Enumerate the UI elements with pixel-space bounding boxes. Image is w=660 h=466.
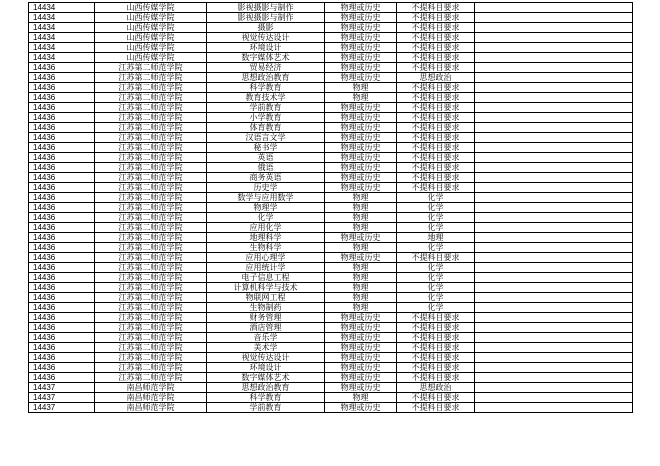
empty-cell (475, 363, 633, 373)
school-code-cell: 14436 (29, 363, 95, 373)
table-row (29, 63, 633, 73)
school-name-cell: 山西传媒学院 (95, 13, 207, 23)
school-name-cell: 江苏第二师范学院 (95, 293, 207, 303)
subject-requirement-cell: 不提科目要求 (397, 323, 475, 333)
major-name-cell: 俄语 (207, 163, 325, 173)
subject-requirement-cell: 不提科目要求 (397, 313, 475, 323)
subject-requirement-cell: 不提科目要求 (397, 43, 475, 53)
first-subject-cell: 物理或历史 (325, 323, 397, 333)
major-name-cell: 科学教育 (207, 393, 325, 403)
school-name-cell: 江苏第二师范学院 (95, 253, 207, 263)
first-subject-cell: 物理 (325, 273, 397, 283)
major-name-cell: 生物制药 (207, 303, 325, 313)
first-subject-cell: 物理 (325, 243, 397, 253)
subject-requirement-cell: 不提科目要求 (397, 163, 475, 173)
subject-requirement-cell: 化学 (397, 273, 475, 283)
first-subject-cell: 物理或历史 (325, 13, 397, 23)
empty-cell (475, 383, 633, 393)
table-row (29, 193, 633, 203)
school-code-cell: 14434 (29, 3, 95, 13)
school-name-cell: 南昌师范学院 (95, 393, 207, 403)
subject-requirement-cell: 不提科目要求 (397, 353, 475, 363)
table-row (29, 163, 633, 173)
empty-cell (475, 153, 633, 163)
first-subject-cell: 物理 (325, 263, 397, 273)
major-name-cell: 小学教育 (207, 113, 325, 123)
table-row (29, 383, 633, 393)
school-name-cell: 江苏第二师范学院 (95, 173, 207, 183)
subject-requirement-cell: 不提科目要求 (397, 183, 475, 193)
first-subject-cell: 物理或历史 (325, 123, 397, 133)
school-name-cell: 江苏第二师范学院 (95, 373, 207, 383)
first-subject-cell: 物理或历史 (325, 113, 397, 123)
school-name-cell: 山西传媒学院 (95, 23, 207, 33)
subject-requirement-cell: 不提科目要求 (397, 113, 475, 123)
major-name-cell: 应用统计学 (207, 263, 325, 273)
first-subject-cell: 物理或历史 (325, 53, 397, 63)
school-name-cell: 江苏第二师范学院 (95, 153, 207, 163)
subject-requirement-cell: 思想政治 (397, 383, 475, 393)
major-name-cell: 应用化学 (207, 223, 325, 233)
school-code-cell: 14436 (29, 203, 95, 213)
subject-requirement-cell: 化学 (397, 303, 475, 313)
subject-requirement-cell: 不提科目要求 (397, 103, 475, 113)
major-name-cell: 学前教育 (207, 103, 325, 113)
major-name-cell: 体育教育 (207, 123, 325, 133)
first-subject-cell: 物理 (325, 293, 397, 303)
empty-cell (475, 343, 633, 353)
subject-requirement-cell: 不提科目要求 (397, 143, 475, 153)
first-subject-cell: 物理或历史 (325, 133, 397, 143)
major-name-cell: 思想政治教育 (207, 73, 325, 83)
first-subject-cell: 物理 (325, 93, 397, 103)
school-name-cell: 江苏第二师范学院 (95, 183, 207, 193)
major-name-cell: 视觉传达设计 (207, 33, 325, 43)
school-code-cell: 14436 (29, 133, 95, 143)
table-row (29, 373, 633, 383)
empty-cell (475, 133, 633, 143)
major-name-cell: 科学教育 (207, 83, 325, 93)
subject-requirement-cell: 不提科目要求 (397, 363, 475, 373)
table-row (29, 33, 633, 43)
first-subject-cell: 物理或历史 (325, 153, 397, 163)
table-row (29, 53, 633, 63)
admission-requirements-table (28, 2, 633, 413)
table-row (29, 183, 633, 193)
school-name-cell: 江苏第二师范学院 (95, 303, 207, 313)
empty-cell (475, 243, 633, 253)
table-row (29, 123, 633, 133)
empty-cell (475, 213, 633, 223)
table-body (29, 3, 633, 413)
school-code-cell: 14436 (29, 243, 95, 253)
first-subject-cell: 物理或历史 (325, 403, 397, 413)
major-name-cell: 生物科学 (207, 243, 325, 253)
subject-requirement-cell: 不提科目要求 (397, 83, 475, 93)
subject-requirement-cell: 不提科目要求 (397, 63, 475, 73)
subject-requirement-cell: 化学 (397, 223, 475, 233)
subject-requirement-cell: 地理 (397, 233, 475, 243)
school-code-cell: 14434 (29, 23, 95, 33)
table-row (29, 263, 633, 273)
table-row (29, 333, 633, 343)
empty-cell (475, 283, 633, 293)
table-row (29, 83, 633, 93)
first-subject-cell: 物理或历史 (325, 233, 397, 243)
first-subject-cell: 物理或历史 (325, 63, 397, 73)
first-subject-cell: 物理 (325, 83, 397, 93)
table-row (29, 73, 633, 83)
empty-cell (475, 143, 633, 153)
school-code-cell: 14436 (29, 163, 95, 173)
major-name-cell: 影视摄影与制作 (207, 13, 325, 23)
school-name-cell: 江苏第二师范学院 (95, 353, 207, 363)
first-subject-cell: 物理 (325, 213, 397, 223)
school-code-cell: 14436 (29, 313, 95, 323)
school-code-cell: 14436 (29, 183, 95, 193)
major-name-cell: 地理科学 (207, 233, 325, 243)
empty-cell (475, 323, 633, 333)
school-name-cell: 江苏第二师范学院 (95, 213, 207, 223)
first-subject-cell: 物理或历史 (325, 33, 397, 43)
empty-cell (475, 353, 633, 363)
subject-requirement-cell: 化学 (397, 263, 475, 273)
table-row (29, 293, 633, 303)
subject-requirement-cell: 不提科目要求 (397, 403, 475, 413)
school-code-cell: 14437 (29, 403, 95, 413)
major-name-cell: 教育技术学 (207, 93, 325, 103)
table-row (29, 43, 633, 53)
subject-requirement-cell: 思想政治 (397, 73, 475, 83)
major-name-cell: 贸易经济 (207, 63, 325, 73)
subject-requirement-cell: 不提科目要求 (397, 373, 475, 383)
school-name-cell: 江苏第二师范学院 (95, 83, 207, 93)
major-name-cell: 应用心理学 (207, 253, 325, 263)
empty-cell (475, 223, 633, 233)
subject-requirement-cell: 不提科目要求 (397, 53, 475, 63)
school-code-cell: 14436 (29, 303, 95, 313)
school-code-cell: 14436 (29, 103, 95, 113)
table-row (29, 363, 633, 373)
table-row (29, 393, 633, 403)
empty-cell (475, 263, 633, 273)
subject-requirement-cell: 不提科目要求 (397, 173, 475, 183)
table-row (29, 23, 633, 33)
school-code-cell: 14436 (29, 283, 95, 293)
table-row (29, 243, 633, 253)
school-name-cell: 山西传媒学院 (95, 43, 207, 53)
first-subject-cell: 物理或历史 (325, 23, 397, 33)
school-name-cell: 山西传媒学院 (95, 33, 207, 43)
empty-cell (475, 203, 633, 213)
empty-cell (475, 273, 633, 283)
school-code-cell: 14436 (29, 343, 95, 353)
major-name-cell: 摄影 (207, 23, 325, 33)
empty-cell (475, 33, 633, 43)
school-name-cell: 江苏第二师范学院 (95, 123, 207, 133)
table-row (29, 203, 633, 213)
table-row (29, 3, 633, 13)
first-subject-cell: 物理或历史 (325, 183, 397, 193)
empty-cell (475, 233, 633, 243)
subject-requirement-cell: 化学 (397, 283, 475, 293)
subject-requirement-cell: 不提科目要求 (397, 23, 475, 33)
table-row (29, 303, 633, 313)
subject-requirement-cell: 不提科目要求 (397, 153, 475, 163)
empty-cell (475, 393, 633, 403)
school-code-cell: 14436 (29, 93, 95, 103)
table-row (29, 273, 633, 283)
empty-cell (475, 253, 633, 263)
table-row (29, 353, 633, 363)
subject-requirement-cell: 化学 (397, 243, 475, 253)
school-code-cell: 14436 (29, 333, 95, 343)
school-code-cell: 14436 (29, 143, 95, 153)
first-subject-cell: 物理或历史 (325, 353, 397, 363)
table-row (29, 93, 633, 103)
subject-requirement-cell: 化学 (397, 203, 475, 213)
first-subject-cell: 物理或历史 (325, 373, 397, 383)
school-code-cell: 14434 (29, 53, 95, 63)
major-name-cell: 物联网工程 (207, 293, 325, 303)
first-subject-cell: 物理或历史 (325, 333, 397, 343)
subject-requirement-cell: 不提科目要求 (397, 343, 475, 353)
subject-requirement-cell: 不提科目要求 (397, 3, 475, 13)
school-code-cell: 14436 (29, 263, 95, 273)
school-code-cell: 14436 (29, 153, 95, 163)
major-name-cell: 学前教育 (207, 403, 325, 413)
empty-cell (475, 23, 633, 33)
major-name-cell: 音乐学 (207, 333, 325, 343)
first-subject-cell: 物理 (325, 193, 397, 203)
school-name-cell: 江苏第二师范学院 (95, 243, 207, 253)
empty-cell (475, 373, 633, 383)
school-name-cell: 江苏第二师范学院 (95, 103, 207, 113)
empty-cell (475, 163, 633, 173)
empty-cell (475, 113, 633, 123)
school-code-cell: 14436 (29, 83, 95, 93)
subject-requirement-cell: 不提科目要求 (397, 393, 475, 403)
school-code-cell: 14436 (29, 123, 95, 133)
school-code-cell: 14436 (29, 213, 95, 223)
school-code-cell: 14436 (29, 273, 95, 283)
table-row (29, 113, 633, 123)
table-row (29, 173, 633, 183)
table-row (29, 343, 633, 353)
empty-cell (475, 293, 633, 303)
table-row (29, 283, 633, 293)
table-row (29, 223, 633, 233)
empty-cell (475, 83, 633, 93)
school-name-cell: 山西传媒学院 (95, 53, 207, 63)
school-name-cell: 江苏第二师范学院 (95, 363, 207, 373)
table-row (29, 403, 633, 413)
empty-cell (475, 173, 633, 183)
table-row (29, 233, 633, 243)
school-code-cell: 14436 (29, 253, 95, 263)
subject-requirement-cell: 不提科目要求 (397, 123, 475, 133)
school-code-cell: 14436 (29, 323, 95, 333)
first-subject-cell: 物理或历史 (325, 383, 397, 393)
major-name-cell: 美术学 (207, 343, 325, 353)
empty-cell (475, 63, 633, 73)
school-name-cell: 江苏第二师范学院 (95, 163, 207, 173)
empty-cell (475, 193, 633, 203)
table-row (29, 153, 633, 163)
first-subject-cell: 物理 (325, 303, 397, 313)
school-name-cell: 江苏第二师范学院 (95, 73, 207, 83)
major-name-cell: 英语 (207, 153, 325, 163)
school-code-cell: 14434 (29, 43, 95, 53)
school-name-cell: 江苏第二师范学院 (95, 313, 207, 323)
school-name-cell: 江苏第二师范学院 (95, 133, 207, 143)
school-name-cell: 山西传媒学院 (95, 3, 207, 13)
major-name-cell: 思想政治教育 (207, 383, 325, 393)
major-name-cell: 影视摄影与制作 (207, 3, 325, 13)
major-name-cell: 秘书学 (207, 143, 325, 153)
empty-cell (475, 103, 633, 113)
subject-requirement-cell: 不提科目要求 (397, 253, 475, 263)
first-subject-cell: 物理或历史 (325, 363, 397, 373)
school-name-cell: 江苏第二师范学院 (95, 113, 207, 123)
major-name-cell: 酒店管理 (207, 323, 325, 333)
school-name-cell: 江苏第二师范学院 (95, 343, 207, 353)
school-name-cell: 江苏第二师范学院 (95, 93, 207, 103)
first-subject-cell: 物理 (325, 283, 397, 293)
empty-cell (475, 183, 633, 193)
school-name-cell: 江苏第二师范学院 (95, 323, 207, 333)
subject-requirement-cell: 不提科目要求 (397, 13, 475, 23)
table-row (29, 323, 633, 333)
empty-cell (475, 13, 633, 23)
school-code-cell: 14436 (29, 63, 95, 73)
major-name-cell: 物理学 (207, 203, 325, 213)
major-name-cell: 商务英语 (207, 173, 325, 183)
empty-cell (475, 403, 633, 413)
empty-cell (475, 73, 633, 83)
school-code-cell: 14436 (29, 373, 95, 383)
first-subject-cell: 物理或历史 (325, 173, 397, 183)
empty-cell (475, 123, 633, 133)
school-name-cell: 江苏第二师范学院 (95, 273, 207, 283)
subject-requirement-cell: 不提科目要求 (397, 33, 475, 43)
first-subject-cell: 物理 (325, 223, 397, 233)
subject-requirement-cell: 不提科目要求 (397, 93, 475, 103)
first-subject-cell: 物理或历史 (325, 343, 397, 353)
school-code-cell: 14436 (29, 233, 95, 243)
major-name-cell: 环境设计 (207, 363, 325, 373)
empty-cell (475, 43, 633, 53)
major-name-cell: 数字媒体艺术 (207, 373, 325, 383)
major-name-cell: 数字媒体艺术 (207, 53, 325, 63)
school-name-cell: 江苏第二师范学院 (95, 63, 207, 73)
school-name-cell: 南昌师范学院 (95, 403, 207, 413)
school-code-cell: 14436 (29, 293, 95, 303)
major-name-cell: 电子信息工程 (207, 273, 325, 283)
table-row (29, 313, 633, 323)
school-code-cell: 14436 (29, 173, 95, 183)
school-name-cell: 江苏第二师范学院 (95, 233, 207, 243)
first-subject-cell: 物理 (325, 393, 397, 403)
first-subject-cell: 物理或历史 (325, 313, 397, 323)
school-code-cell: 14436 (29, 73, 95, 83)
subject-requirement-cell: 化学 (397, 193, 475, 203)
first-subject-cell: 物理或历史 (325, 143, 397, 153)
school-name-cell: 南昌师范学院 (95, 383, 207, 393)
school-code-cell: 14437 (29, 393, 95, 403)
subject-requirement-cell: 不提科目要求 (397, 133, 475, 143)
school-code-cell: 14436 (29, 113, 95, 123)
school-name-cell: 江苏第二师范学院 (95, 333, 207, 343)
first-subject-cell: 物理或历史 (325, 163, 397, 173)
school-code-cell: 14437 (29, 383, 95, 393)
major-name-cell: 汉语言文学 (207, 133, 325, 143)
table-row (29, 103, 633, 113)
subject-requirement-cell: 化学 (397, 213, 475, 223)
school-code-cell: 14434 (29, 33, 95, 43)
school-name-cell: 江苏第二师范学院 (95, 203, 207, 213)
subject-requirement-cell: 不提科目要求 (397, 333, 475, 343)
major-name-cell: 计算机科学与技术 (207, 283, 325, 293)
empty-cell (475, 3, 633, 13)
first-subject-cell: 物理或历史 (325, 3, 397, 13)
school-code-cell: 14436 (29, 353, 95, 363)
major-name-cell: 历史学 (207, 183, 325, 193)
major-name-cell: 数学与应用数学 (207, 193, 325, 203)
empty-cell (475, 303, 633, 313)
school-name-cell: 江苏第二师范学院 (95, 193, 207, 203)
empty-cell (475, 313, 633, 323)
first-subject-cell: 物理或历史 (325, 253, 397, 263)
table-row (29, 133, 633, 143)
school-name-cell: 江苏第二师范学院 (95, 143, 207, 153)
first-subject-cell: 物理或历史 (325, 73, 397, 83)
first-subject-cell: 物理 (325, 203, 397, 213)
table-row (29, 13, 633, 23)
empty-cell (475, 93, 633, 103)
major-name-cell: 视觉传达设计 (207, 353, 325, 363)
major-name-cell: 环境设计 (207, 43, 325, 53)
school-name-cell: 江苏第二师范学院 (95, 223, 207, 233)
table-row (29, 253, 633, 263)
empty-cell (475, 333, 633, 343)
school-name-cell: 江苏第二师范学院 (95, 263, 207, 273)
major-name-cell: 化学 (207, 213, 325, 223)
table-row (29, 213, 633, 223)
school-name-cell: 江苏第二师范学院 (95, 283, 207, 293)
empty-cell (475, 53, 633, 63)
table-row (29, 143, 633, 153)
first-subject-cell: 物理或历史 (325, 103, 397, 113)
school-code-cell: 14436 (29, 223, 95, 233)
major-name-cell: 财务管理 (207, 313, 325, 323)
school-code-cell: 14434 (29, 13, 95, 23)
subject-requirement-cell: 化学 (397, 293, 475, 303)
first-subject-cell: 物理或历史 (325, 43, 397, 53)
school-code-cell: 14436 (29, 193, 95, 203)
